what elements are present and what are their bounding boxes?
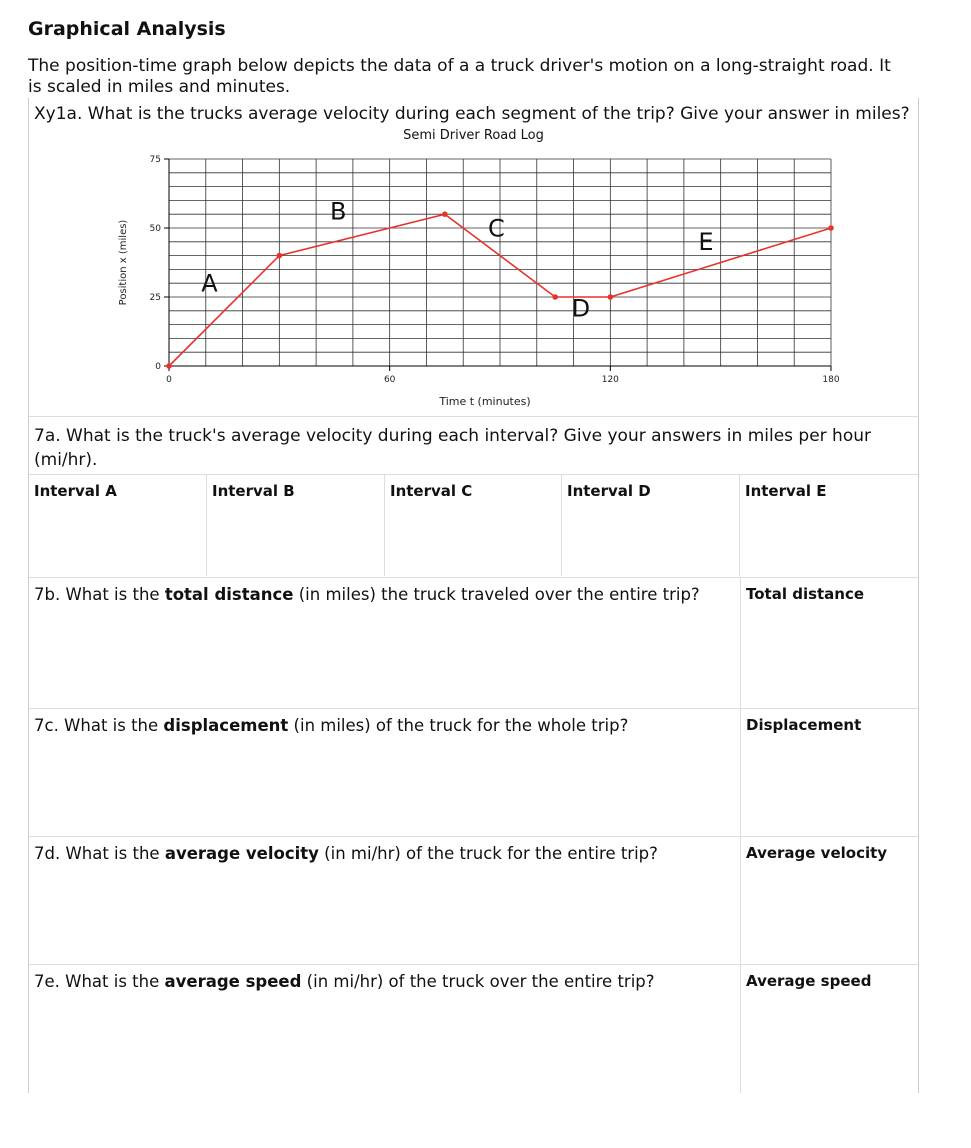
y-tick-label: 0 (155, 362, 161, 372)
answer-box-total-distance[interactable] (740, 577, 919, 708)
y-tick-label: 25 (149, 293, 161, 303)
question-7e: 7e. What is the average speed (in mi/hr) of the truck over the entire trip? (34, 972, 655, 991)
x-tick-label: 120 (601, 375, 619, 385)
answer-cell-interval-c[interactable] (384, 474, 562, 576)
data-point (608, 294, 614, 300)
displacement-label: Displacement (746, 716, 862, 734)
intro-text: The position-time graph below depicts the data of a a truck driver's motion on a long-straight road. It is scaled in miles and minutes. (28, 56, 891, 97)
x-tick-label: 180 (822, 375, 840, 385)
segment-label: A (201, 269, 218, 298)
worksheet (28, 98, 919, 1093)
interval-b-label: Interval B (212, 482, 295, 500)
divider (29, 416, 918, 417)
total-distance-label: Total distance (746, 585, 865, 603)
answer-cell-interval-a[interactable] (29, 474, 206, 576)
page-title: Graphical Analysis (28, 18, 226, 40)
answer-cell-interval-e[interactable] (739, 474, 919, 576)
data-point (166, 363, 172, 369)
average-speed-label: Average speed (746, 972, 872, 990)
interval-e-label: Interval E (745, 482, 827, 500)
interval-a-label: Interval A (34, 482, 117, 500)
position-time-chart (29, 98, 918, 416)
question-7b: 7b. What is the total distance (in miles) the truck traveled over the entire trip? (34, 585, 700, 604)
data-point (277, 253, 283, 259)
answer-box-displacement[interactable] (740, 708, 919, 836)
x-tick-label: 60 (383, 375, 396, 385)
data-point (828, 225, 834, 231)
answer-cell-interval-b[interactable] (206, 474, 385, 576)
question-1a: Xy1a. What is the trucks average velocity during each segment of the trip? Give your answer in miles? (34, 104, 910, 124)
y-axis-label: Position x (miles) (118, 219, 129, 306)
question-7c: 7c. What is the displacement (in miles) of the truck for the whole trip? (34, 716, 629, 735)
segment-label: E (698, 228, 714, 257)
segment-label: C (487, 214, 505, 243)
x-axis-label: Time t (minutes) (439, 395, 531, 408)
y-tick-label: 75 (149, 155, 161, 165)
x-tick-label: 0 (166, 375, 172, 385)
segment-label: B (329, 197, 347, 226)
question-7a: 7a. What is the truck's average velocity during each interval? Give your answers in miles per hour (mi/hr). (34, 426, 872, 470)
answer-box-average-velocity[interactable] (740, 836, 919, 964)
chart-title: Semi Driver Road Log (403, 128, 544, 143)
data-point (442, 211, 448, 217)
y-tick-label: 50 (149, 224, 161, 234)
segment-label: D (571, 294, 591, 323)
question-7d: 7d. What is the average velocity (in mi/hr) of the truck for the entire trip? (34, 844, 658, 863)
answer-cell-interval-d[interactable] (561, 474, 740, 576)
average-velocity-label: Average velocity (746, 844, 888, 862)
interval-d-label: Interval D (567, 482, 651, 500)
answer-box-average-speed[interactable] (740, 964, 919, 1093)
data-point (552, 294, 558, 300)
interval-c-label: Interval C (390, 482, 473, 500)
